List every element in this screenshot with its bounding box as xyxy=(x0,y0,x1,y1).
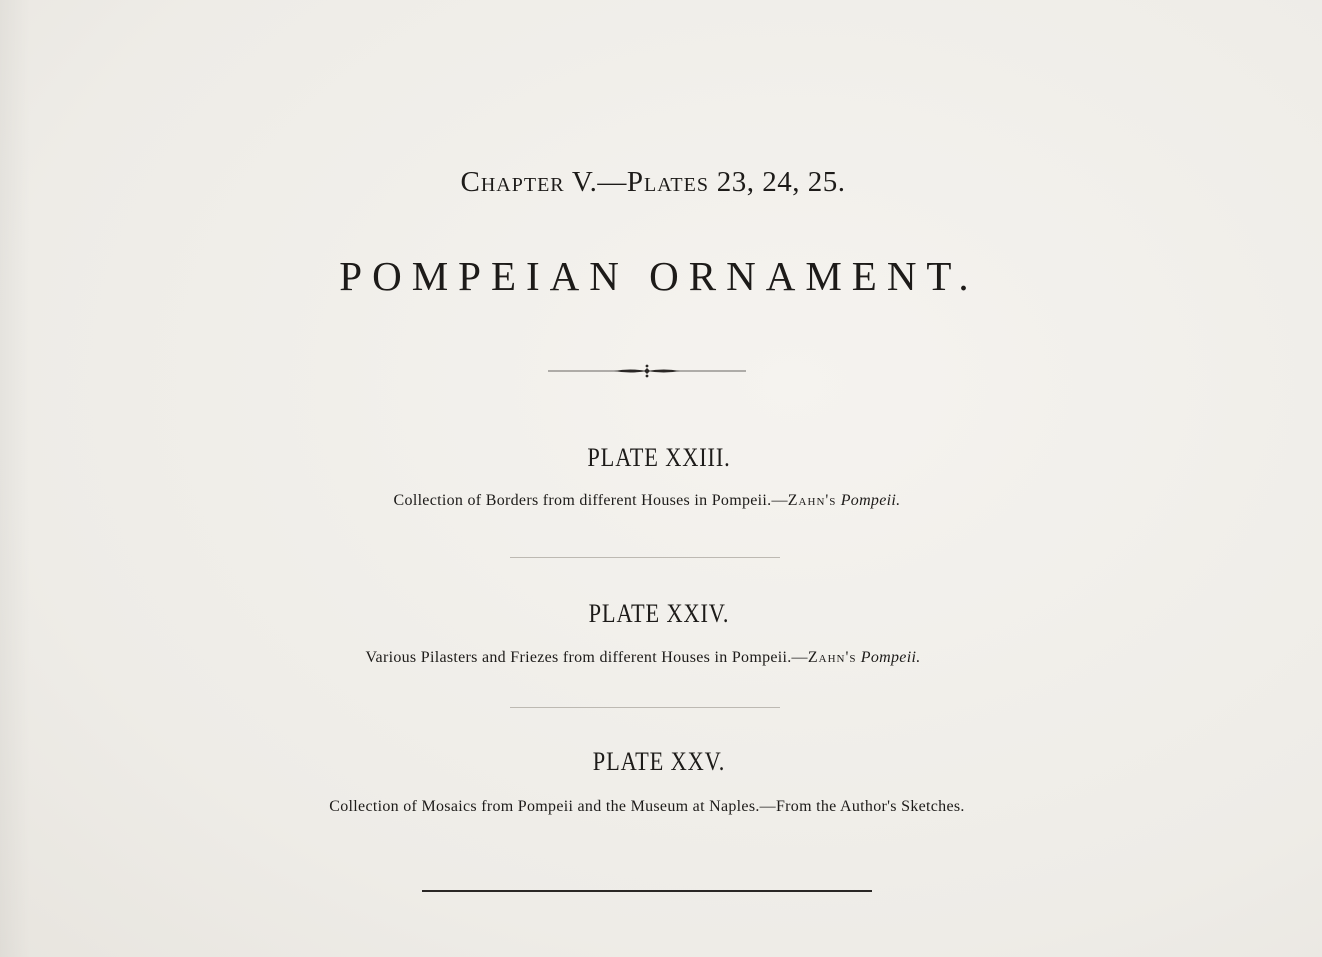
plate-description-xxiv xyxy=(0,649,1304,667)
plate-description-text: Collection of Borders from different Houses in Pompeii.— xyxy=(393,492,788,509)
plates-numbers: 23, 24, 25. xyxy=(716,166,846,198)
plate-author: Zahn's xyxy=(807,649,857,666)
plates-label: Plates xyxy=(626,166,709,198)
page-title xyxy=(0,252,1320,300)
plate-description-text: Various Pilasters and Friezes from different Houses in Pompeii.— xyxy=(365,649,808,666)
plate-heading-xxiii: PLATE XXIII. xyxy=(587,443,731,472)
plate-heading-xxiv: PLATE XXIV. xyxy=(588,599,730,628)
plate-description-xxv xyxy=(0,798,1308,816)
ornament-divider-icon xyxy=(548,362,746,380)
plate-description-xxiii xyxy=(0,492,1308,510)
plate-description-text: Collection of Mosaics from Pompeii and the Museum at Naples.—From the Author's Sketches. xyxy=(329,798,965,815)
chapter-number: V.— xyxy=(571,166,627,198)
divider-rule xyxy=(510,557,780,558)
chapter-heading xyxy=(0,166,1314,199)
plate-author: Zahn's xyxy=(787,492,837,509)
divider-rule xyxy=(510,707,780,708)
plate-source: Pompeii. xyxy=(840,492,901,509)
chapter-prefix: Chapter xyxy=(460,166,565,198)
title-word-1: POMPEIAN xyxy=(339,253,629,299)
plate-source: Pompeii. xyxy=(860,649,921,666)
plate-heading-xxv: PLATE XXV. xyxy=(592,747,726,776)
closing-rule xyxy=(422,890,872,892)
title-word-2: ORNAMENT. xyxy=(649,253,979,299)
